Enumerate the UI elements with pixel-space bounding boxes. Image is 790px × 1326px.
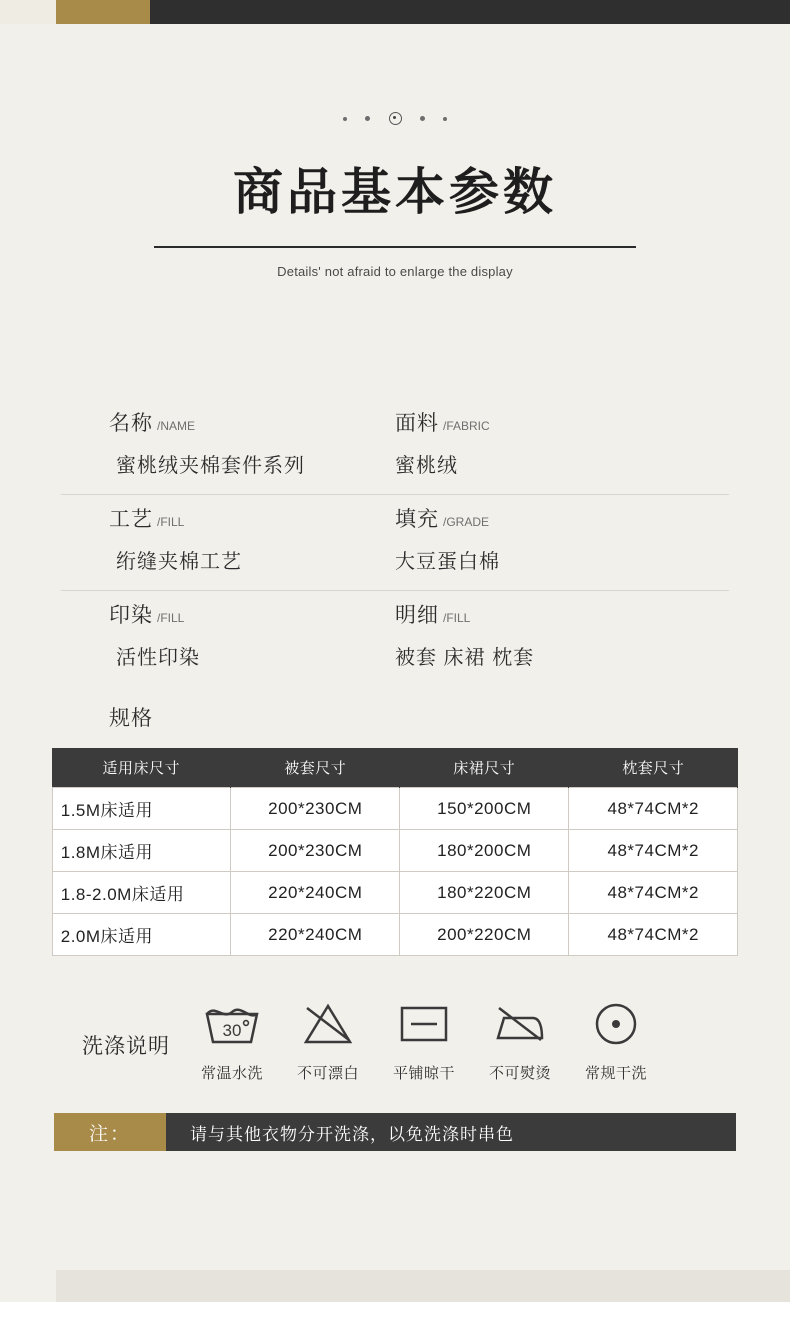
spec-key xyxy=(395,599,729,629)
note-text: 请与其他衣物分开洗涤，以免洗涤时串色 xyxy=(166,1113,736,1151)
spec-list xyxy=(61,399,729,686)
wash-caption: 常规干洗 xyxy=(584,1065,647,1082)
page-title: 商品基本参数 xyxy=(233,163,557,221)
note-bar xyxy=(54,1113,736,1151)
table-header-row xyxy=(52,748,738,788)
table-cell: 48*74CM*2 xyxy=(569,872,738,914)
spec-key xyxy=(109,407,395,437)
spec-key-cn: 明细 xyxy=(395,604,439,627)
spec-key-en: /FILL xyxy=(157,611,185,625)
table-cell: 1.8M床适用 xyxy=(52,830,231,872)
flat-dry-icon xyxy=(393,996,455,1050)
spec-key-cn: 填充 xyxy=(395,508,439,531)
spec-key-en: /FABRIC xyxy=(443,419,490,433)
spec-value: 被套 床裙 枕套 xyxy=(395,647,535,669)
spec-key-cn: 名称 xyxy=(109,412,153,435)
wash-item xyxy=(568,996,664,1083)
no-iron-icon xyxy=(489,996,551,1050)
spec-cell-detail xyxy=(395,599,729,670)
table-cell: 48*74CM*2 xyxy=(569,788,738,830)
size-table xyxy=(52,748,739,956)
spec-key-cn: 面料 xyxy=(395,412,439,435)
spec-value: 绗缝夹棉工艺 xyxy=(116,551,242,573)
wash-caption: 常温水洗 xyxy=(200,1065,263,1082)
wash-30-icon xyxy=(201,996,263,1050)
top-strip-gold-block xyxy=(56,0,150,24)
table-cell: 200*230CM xyxy=(231,830,400,872)
table-cell: 150*200CM xyxy=(400,788,569,830)
wash-caption: 平铺晾干 xyxy=(392,1065,455,1082)
table-cell: 2.0M床适用 xyxy=(52,914,231,956)
table-row xyxy=(52,830,738,872)
spec-value: 活性印染 xyxy=(116,647,200,669)
table-cell: 220*240CM xyxy=(231,872,400,914)
spec-key-en: /FILL xyxy=(157,515,185,529)
wash-instructions xyxy=(54,996,736,1083)
table-cell: 220*240CM xyxy=(231,914,400,956)
dot-icon xyxy=(443,117,447,121)
top-strip-dark-block xyxy=(150,0,790,24)
spec-key-cn: 印染 xyxy=(109,604,153,627)
wash-caption: 不可漂白 xyxy=(296,1065,359,1082)
spec-key xyxy=(109,503,395,533)
page-subtitle: Details' not afraid to enlarge the display xyxy=(277,264,513,279)
wash-item xyxy=(376,996,472,1083)
wash-item xyxy=(280,996,376,1083)
spec-cell-fill xyxy=(395,503,729,574)
spec-key xyxy=(395,407,729,437)
table-cell: 180*200CM xyxy=(400,830,569,872)
bottom-left-block xyxy=(0,1270,56,1302)
table-cell: 200*220CM xyxy=(400,914,569,956)
bottom-decor-band xyxy=(0,1270,790,1302)
svg-text:30: 30 xyxy=(222,1021,242,1040)
dot-icon xyxy=(420,116,425,121)
spec-cell-craft xyxy=(61,503,395,574)
wash-item xyxy=(472,996,568,1083)
spec-cell-name xyxy=(61,407,395,478)
wash-item xyxy=(184,996,280,1083)
spec-value: 大豆蛋白棉 xyxy=(395,551,500,573)
ring-dot-icon xyxy=(389,112,402,125)
spec-cell-fabric xyxy=(395,407,729,478)
title-divider xyxy=(154,246,636,248)
table-cell: 1.8-2.0M床适用 xyxy=(52,872,231,914)
normal-dryclean-icon xyxy=(585,996,647,1050)
spec-value: 蜜桃绒夹棉套件系列 xyxy=(116,455,305,477)
spec-value: 蜜桃绒 xyxy=(395,455,458,477)
table-cell: 200*230CM xyxy=(231,788,400,830)
spec-cell-print xyxy=(61,599,395,670)
table-header-cell: 被套尺寸 xyxy=(231,748,400,788)
wash-section-title: 洗涤说明 xyxy=(82,1035,170,1058)
table-header-cell: 床裙尺寸 xyxy=(400,748,569,788)
spec-key xyxy=(395,503,729,533)
note-label: 注： xyxy=(54,1113,166,1151)
size-section-label: 规格 xyxy=(109,707,153,730)
spec-row xyxy=(61,591,729,686)
top-strip-left-block xyxy=(0,0,56,24)
spec-key xyxy=(109,599,395,629)
no-bleach-icon xyxy=(297,996,359,1050)
spec-key-en: /NAME xyxy=(157,419,196,433)
dot-icon xyxy=(343,117,347,121)
dot-icon xyxy=(365,116,370,121)
table-header-cell: 枕套尺寸 xyxy=(569,748,738,788)
table-header-cell: 适用床尺寸 xyxy=(52,748,231,788)
table-row xyxy=(52,788,738,830)
product-spec-page xyxy=(0,24,790,1302)
table-cell: 48*74CM*2 xyxy=(569,914,738,956)
dots-ornament xyxy=(0,24,790,130)
wash-caption: 不可熨烫 xyxy=(488,1065,551,1082)
top-decor-strip xyxy=(0,0,790,24)
spec-key-cn: 工艺 xyxy=(109,508,153,531)
table-cell: 180*220CM xyxy=(400,872,569,914)
spec-key-en: /GRADE xyxy=(443,515,490,529)
table-row xyxy=(52,872,738,914)
table-cell: 48*74CM*2 xyxy=(569,830,738,872)
table-cell: 1.5M床适用 xyxy=(52,788,231,830)
table-row xyxy=(52,914,738,956)
spec-row xyxy=(61,399,729,495)
spec-key-en: /FILL xyxy=(443,611,471,625)
spec-row xyxy=(61,495,729,591)
